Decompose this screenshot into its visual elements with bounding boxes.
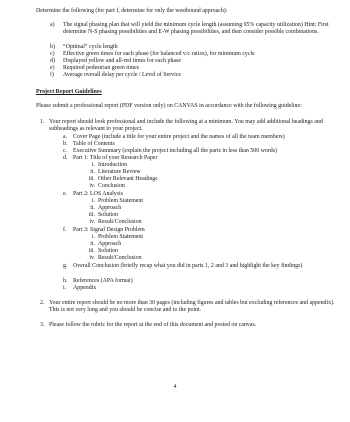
list-item: 1. Your report should look professional and include the following at a minimum. You may add additional headings and subheadings as relevant to your project. (40, 119, 323, 133)
list-item: f) Average overall delay per cycle / Level of Service (50, 72, 181, 78)
list-item: ii. Approach (90, 241, 122, 247)
guidelines-heading: Project Report Guidelines (36, 89, 102, 95)
list-item: iii. Solution (88, 248, 118, 254)
list-item: e) Required pedestrian green times (50, 65, 140, 71)
list-item: i. Problem Statement (91, 198, 143, 204)
list-item: a) The signal phasing plan that will yield the minimum cycle length (assuming 95% capacity utilization) Hint: First determine N-S phasing possibilities and E-W phasing possibilities, and then consider possible combinations. (50, 22, 329, 36)
list-item: ii. Approach (90, 205, 122, 211)
page-number: 4 (173, 384, 177, 390)
list-item: c. Executive Summary (explain the project including all the parts in less than 500 words) (63, 148, 277, 154)
list-item: i. Introduction (91, 162, 128, 168)
list-item: iv. Conclusion (89, 183, 125, 189)
list-item: iv. Result/Conclusion (89, 255, 142, 261)
list-item: e. Part 2: LOS Analysis (63, 191, 123, 197)
list-item: iii. Other Relevant Headings (88, 176, 158, 182)
list-item: 3. Please follow the rubric for the report at the end of this document and posted on canvas. (40, 322, 257, 328)
list-item: iv. Result/Conclusion (89, 219, 142, 225)
list-item: iii. Solution (88, 212, 118, 218)
intro-line: Determine the following (for part f, determine for only the westbound approach): (36, 8, 228, 14)
list-item: b. Table of Contents (63, 141, 115, 147)
list-item: d) Displayed yellow and all-red times for each phase (50, 58, 181, 64)
list-item: ii. Literature Review (90, 169, 141, 175)
list-item: b) “Optimal” cycle length (50, 44, 118, 50)
list-item: i. Problem Statement (91, 234, 143, 240)
list-item: f. Part 3: Signal Design Problem (63, 227, 145, 233)
list-item: h. References (APA format) (63, 278, 133, 284)
list-item: i. Appendix (63, 285, 97, 291)
guidelines-intro: Please submit a professional report (PDF version only) on CANVAS in accordance with the following guideline: (36, 103, 302, 109)
list-item: g. Overall Conclusion (briefly recap what you did in parts 1, 2 and 3 and highlight the key findings) (63, 263, 303, 269)
list-item: 2. Your entire report should be no more than 30 pages (including figures and tables but excluding references and appendix). This is not very long and you should be concise and to the point. (40, 300, 335, 314)
list-item: a. Cover Page (include a title for your entire project and the names of all the team members) (63, 134, 285, 140)
list-item: c) Effective green times for each phase (for balanced v/c ratios), for minimum cycle (50, 51, 255, 57)
list-item: d. Part 1: Title of your Research Paper (63, 155, 158, 161)
